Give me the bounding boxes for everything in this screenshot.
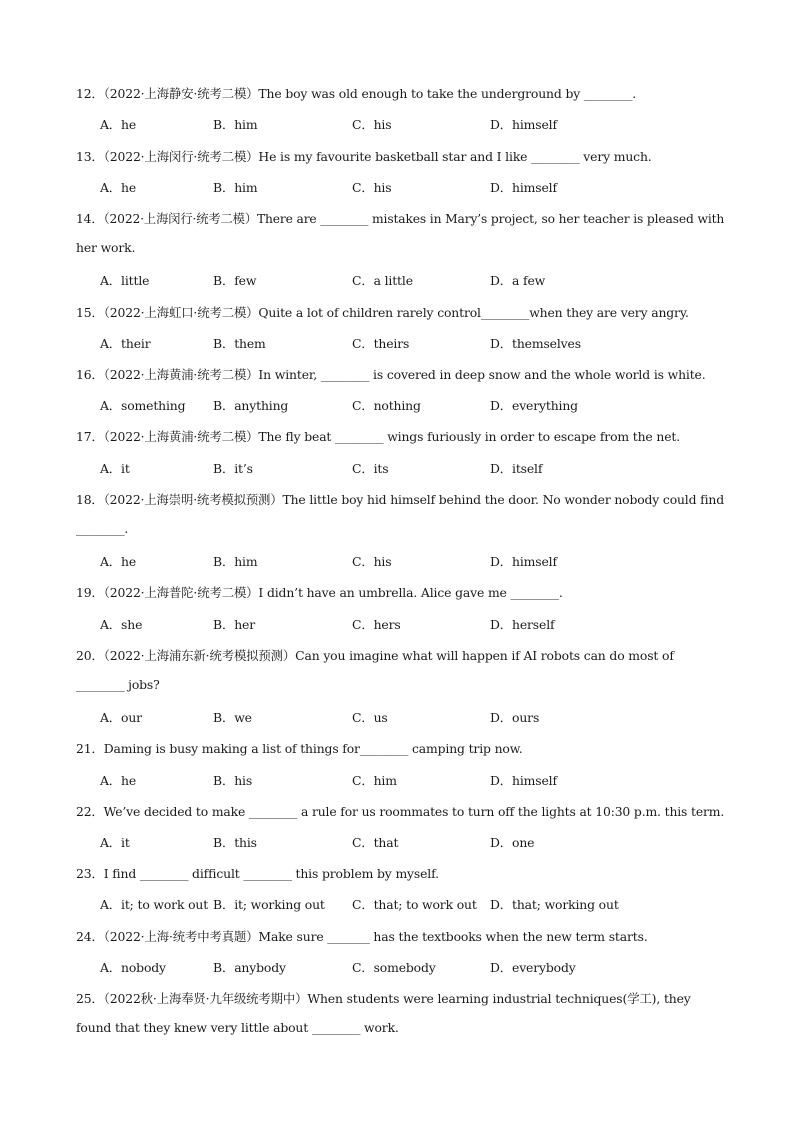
question-14-option-c: C．a little (352, 273, 413, 288)
question-15-option-c: C．theirs (352, 336, 410, 351)
question-18-option-b: B．him (213, 554, 258, 569)
question-21-stem: 21．Daming is busy making a list of things for________ camping trip now. (76, 741, 523, 756)
question-14-stem: 14．（2022·上海闵行·统考二模）There are ________ mistakes in Mary’s project, so her teacher is pleased with (76, 211, 725, 226)
question-21-option-b: B．his (213, 773, 253, 788)
question-24-stem: 24．（2022·上海·统考中考真题）Make sure _______ has the textbooks when the new term starts. (76, 929, 648, 944)
question-25-stem: 25．（2022秋·上海奉贤·九年级统考期中）When students were learning industrial techniques(学工), they (76, 991, 691, 1006)
question-15-stem: 15．（2022·上海虹口·统考二模）Quite a lot of children rarely control________when they are very angry. (76, 305, 689, 320)
question-12-option-a: A．he (100, 117, 137, 132)
question-19-option-b: B．her (213, 617, 255, 632)
question-12-stem: 12．（2022·上海静安·统考二模）The boy was old enough to take the underground by ________. (76, 86, 637, 101)
question-24-option-a: A．nobody (100, 960, 166, 975)
question-16-option-a: A．something (100, 398, 186, 413)
question-20-option-d: D．ours (490, 710, 540, 725)
question-14-stem-cont: her work. (76, 240, 136, 255)
question-13-option-c: C．his (352, 180, 392, 195)
question-18-stem: 18．（2022·上海崇明·统考模拟预测）The little boy hid himself behind the door. No wonder nobody could find (76, 492, 724, 507)
question-17-option-b: B．it’s (213, 461, 253, 476)
question-23-option-a: A．it; to work out (100, 897, 209, 912)
question-15-option-d: D．themselves (490, 336, 581, 351)
question-13-option-d: D．himself (490, 180, 557, 195)
question-20-stem: 20．（2022·上海浦东新·统考模拟预测）Can you imagine what will happen if AI robots can do most of (76, 648, 674, 663)
question-17-option-d: D．itself (490, 461, 543, 476)
question-13-option-a: A．he (100, 180, 137, 195)
question-14-option-b: B．few (213, 273, 257, 288)
question-19-option-c: C．hers (352, 617, 401, 632)
question-19-stem: 19．（2022·上海普陀·统考二模）I didn’t have an umbrella. Alice gave me ________. (76, 585, 563, 600)
question-17-option-a: A．it (100, 461, 130, 476)
question-14-option-a: A．little (100, 273, 150, 288)
question-21-option-d: D．himself (490, 773, 557, 788)
question-22-option-a: A．it (100, 835, 130, 850)
question-16-option-b: B．anything (213, 398, 289, 413)
question-22-option-c: C．that (352, 835, 399, 850)
question-21-option-c: C．him (352, 773, 397, 788)
question-16-option-c: C．nothing (352, 398, 421, 413)
question-14-option-d: D．a few (490, 273, 546, 288)
question-19-option-d: D．herself (490, 617, 555, 632)
question-13-stem: 13．（2022·上海闵行·统考二模）He is my favourite basketball star and I like ________ very much. (76, 149, 652, 164)
question-18-option-c: C．his (352, 554, 392, 569)
question-20-stem-cont: ________ jobs? (76, 677, 160, 692)
question-18-option-a: A．he (100, 554, 137, 569)
question-22-option-d: D．one (490, 835, 535, 850)
question-16-stem: 16．（2022·上海黄浦·统考二模）In winter, ________ is covered in deep snow and the whole world is white. (76, 367, 706, 382)
question-24-option-b: B．anybody (213, 960, 286, 975)
question-12-option-b: B．him (213, 117, 258, 132)
question-17-stem: 17．（2022·上海黄浦·统考二模）The fly beat ________ wings furiously in order to escape from the net. (76, 429, 681, 444)
question-15-option-a: A．their (100, 336, 151, 351)
question-12-option-c: C．his (352, 117, 392, 132)
question-20-option-b: B．we (213, 710, 252, 725)
question-21-option-a: A．he (100, 773, 137, 788)
question-17-option-c: C．its (352, 461, 389, 476)
question-12-option-d: D．himself (490, 117, 557, 132)
question-16-option-d: D．everything (490, 398, 578, 413)
question-15-option-b: B．them (213, 336, 266, 351)
question-20-option-c: C．us (352, 710, 388, 725)
question-22-stem: 22．We’ve decided to make ________ a rule for us roommates to turn off the lights at 10:30 p.m. this term. (76, 804, 725, 819)
question-25-stem-cont: found that they knew very little about ________ work. (76, 1020, 399, 1035)
question-23-option-c: C．that; to work out (352, 897, 477, 912)
question-23-option-b: B．it; working out (213, 897, 325, 912)
question-18-stem-cont: ________. (76, 521, 129, 536)
question-13-option-b: B．him (213, 180, 258, 195)
question-20-option-a: A．our (100, 710, 142, 725)
question-22-option-b: B．this (213, 835, 257, 850)
question-24-option-c: C．somebody (352, 960, 436, 975)
question-23-option-d: D．that; working out (490, 897, 619, 912)
question-19-option-a: A．she (100, 617, 143, 632)
question-24-option-d: D．everybody (490, 960, 576, 975)
question-23-stem: 23．I find ________ difficult ________ this problem by myself. (76, 866, 439, 881)
question-18-option-d: D．himself (490, 554, 557, 569)
